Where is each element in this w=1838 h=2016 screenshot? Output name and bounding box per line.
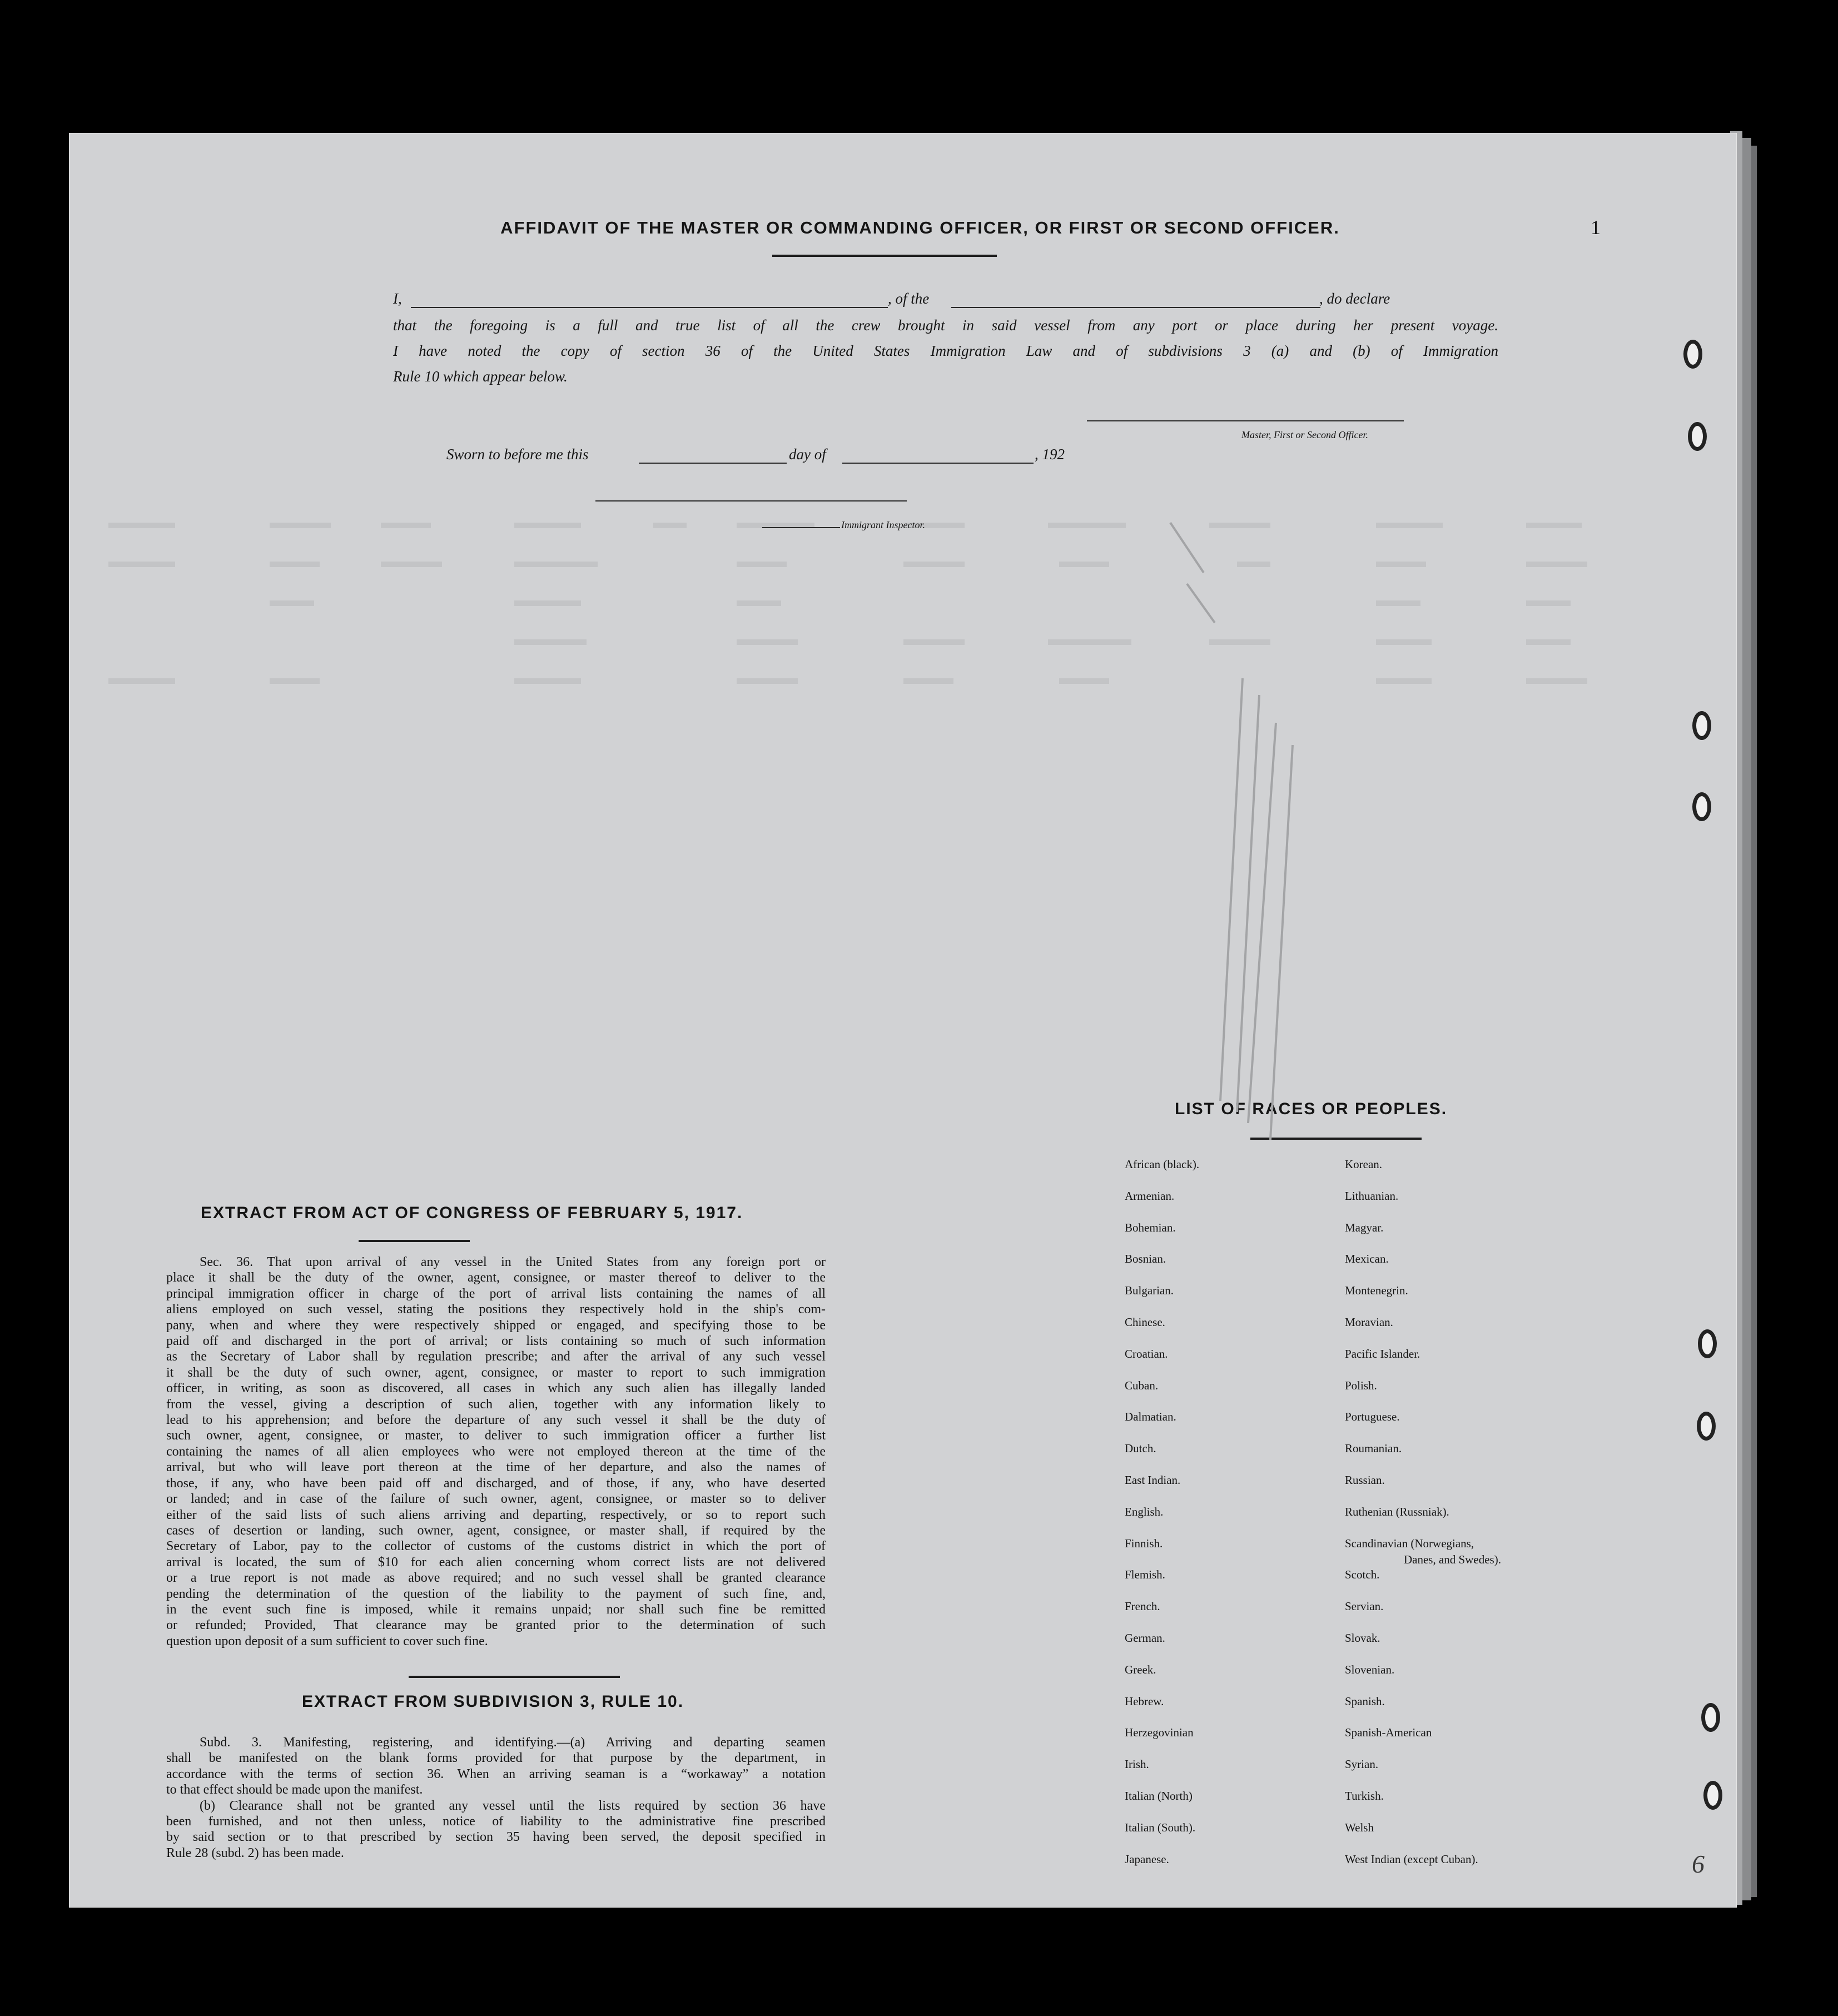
binder-hole-icon [1692, 711, 1711, 740]
paragraph-line: lead to his apprehension; and before the departure of any such vessel it shall be the duty of [166, 1413, 826, 1428]
paragraph-line: question upon deposit of a sum sufficient to cover such fine. [166, 1633, 488, 1648]
race-entry: Montenegrin. [1345, 1284, 1408, 1298]
race-entry: Roumanian. [1345, 1442, 1402, 1456]
race-entry: Lithuanian. [1345, 1189, 1399, 1203]
race-entry: Hebrew. [1125, 1694, 1164, 1708]
declaration-line [393, 290, 1498, 312]
declaration-text: Rule 10 which appear below. [393, 368, 568, 385]
paragraph-line: accordance with the terms of section 36. When an arriving seaman is a “workaway” a notation [166, 1766, 826, 1781]
race-entry: Bulgarian. [1125, 1284, 1174, 1298]
inspector-signature-line[interactable] [595, 500, 907, 501]
race-entry: Italian (South). [1125, 1820, 1196, 1834]
race-entry: Slovenian. [1345, 1662, 1395, 1676]
race-entry: Dutch. [1125, 1442, 1156, 1456]
binder-hole-icon [1701, 1703, 1720, 1732]
race-entry: African (black). [1125, 1158, 1200, 1171]
paragraph-line: containing the names of all alien employees who were not employed thereon at the time of the [166, 1444, 826, 1459]
title-underline [772, 255, 997, 257]
paragraph-line: or refunded; Provided, That clearance may be granted prior to the determination of such [166, 1618, 826, 1633]
paragraph-line: by said section or to that prescribed by section 35 having been served, the deposit specified in [166, 1830, 826, 1845]
corner-mark: 1 [1591, 216, 1601, 239]
paragraph-line: arrival is located, the sum of $10 for each alien concerning whom correct lists are not delivered [166, 1555, 826, 1570]
paragraph-line: either of the said lists of such aliens arriving and departing, respectively, or so to report such [166, 1507, 826, 1522]
paragraph-line: (b) Clearance shall not be granted any vessel until the lists required by section 36 have [200, 1798, 826, 1813]
binder-hole-icon [1703, 1781, 1722, 1810]
document-page [69, 133, 1737, 1908]
paragraph-line: officer, in writing, as soon as discovered, all cases in which any such alien has illegally landed [166, 1381, 826, 1396]
affidavit-title: AFFIDAVIT OF THE MASTER OR COMMANDING OFFICER, OR FIRST OR SECOND OFFICER. [500, 218, 1340, 237]
page-number: 6 [1692, 1850, 1705, 1878]
race-entry: Bohemian. [1125, 1220, 1176, 1234]
race-entry: Servian. [1345, 1600, 1384, 1613]
race-entry: Portuguese. [1345, 1410, 1400, 1424]
sworn-month-field[interactable] [842, 463, 1034, 464]
paragraph-line: or landed; and in case of the failure of such owner, agent, consignee, or master so to deliver [166, 1492, 826, 1507]
binder-hole-icon [1697, 1412, 1716, 1441]
race-entry: Mexican. [1345, 1252, 1389, 1266]
sworn-day: day of [789, 446, 826, 463]
declaration-i: I, [393, 290, 402, 307]
race-entry: Irish. [1125, 1757, 1149, 1771]
binder-hole-icon [1692, 792, 1711, 821]
paragraph-line: in the event such fine is imposed, while it remains unpaid; nor shall such fine be remitted [166, 1602, 826, 1617]
sworn-year: , 192 [1035, 446, 1065, 463]
paragraph-line: arrival, but who will leave port thereon at the time of her departure, and also the names of [166, 1460, 826, 1475]
paragraph-line: cases of desertion or landing, such owner, agent, consignee, or master shall, if required by the [166, 1523, 826, 1538]
race-entry: Danes, and Swedes). [1404, 1553, 1501, 1566]
inspector-dash [762, 527, 840, 528]
binder-hole-icon [1698, 1329, 1717, 1358]
race-entry: English. [1125, 1504, 1164, 1518]
paragraph-line: aliens employed on such vessel, stating the positions they respectively hold in the ship's com- [166, 1302, 826, 1317]
race-entry: Cuban. [1125, 1378, 1159, 1392]
paragraph-line: as the Secretary of Labor shall by regulation prescribe; and after the arrival of any such vessel [166, 1349, 826, 1364]
name-field[interactable] [411, 307, 888, 308]
race-entry: French. [1125, 1600, 1160, 1613]
inspector-label: Immigrant Inspector. [841, 519, 925, 530]
race-entry: Croatian. [1125, 1347, 1168, 1360]
sworn-line [446, 446, 1147, 468]
declaration-of-the: , of the [888, 290, 930, 307]
race-entry: Herzegovinian [1125, 1726, 1194, 1740]
race-entry: Japanese. [1125, 1852, 1169, 1866]
race-entry: Dalmatian. [1125, 1410, 1176, 1424]
race-entry: East Indian. [1125, 1473, 1181, 1487]
paragraph-line: Rule 28 (subd. 2) has been made. [166, 1845, 344, 1860]
handwritten-marks [1137, 512, 1359, 1168]
paragraph-line: place it shall be the duty of the owner, agent, consignee, or master thereof to deliver to the [166, 1270, 826, 1285]
race-entry: Ruthenian (Russniak). [1345, 1504, 1449, 1518]
race-entry: Scandinavian (Norwegians, [1345, 1536, 1474, 1550]
paragraph-line: pany, when and where they were respectively shipped or engaged, and specifying those to be [166, 1318, 826, 1333]
race-entry: Magyar. [1345, 1220, 1384, 1234]
race-entry: Bosnian. [1125, 1252, 1166, 1266]
race-entry: Flemish. [1125, 1568, 1165, 1582]
rule-extract-rule [409, 1676, 620, 1678]
paragraph-line: those, if any, who have been paid off and discharged, and of those, if any, who have deserted [166, 1476, 826, 1491]
race-entry: Spanish. [1345, 1694, 1385, 1708]
master-label: Master, First or Second Officer. [1241, 429, 1368, 440]
race-entry: Turkish. [1345, 1789, 1384, 1803]
declaration-declare: , do declare [1319, 290, 1390, 307]
act-extract-underline [359, 1240, 470, 1242]
paragraph-line: been furnished, and not then unless, notice of liability to the administrative fine prescribed [166, 1814, 826, 1829]
race-entry: Italian (North) [1125, 1789, 1193, 1803]
paragraph-line: from the vessel, giving a description of such alien, together with any information likely to [166, 1397, 826, 1412]
binder-hole-icon [1688, 422, 1707, 451]
race-entry: West Indian (except Cuban). [1345, 1852, 1478, 1866]
race-entry: Korean. [1345, 1158, 1383, 1171]
vessel-field[interactable] [951, 307, 1320, 308]
race-entry: Russian. [1345, 1473, 1385, 1487]
race-entry: Spanish-American [1345, 1726, 1432, 1740]
race-entry: Polish. [1345, 1378, 1377, 1392]
master-signature-line[interactable] [1087, 420, 1404, 421]
paragraph-line: or a true report is not made as above required; and no such vessel shall be granted clearance [166, 1571, 826, 1586]
paragraph-line: principal immigration officer in charge of the port of arrival lists containing the names of all [166, 1286, 826, 1301]
races-title: LIST OF RACES OR PEOPLES. [1175, 1100, 1448, 1118]
sworn-day-field[interactable] [639, 463, 787, 464]
race-entry: Pacific Islander. [1345, 1347, 1420, 1360]
race-entry: Welsh [1345, 1820, 1374, 1834]
page-edge [1742, 138, 1751, 1900]
sworn-prefix: Sworn to before me this [446, 446, 589, 463]
race-entry: Greek. [1125, 1662, 1156, 1676]
binder-hole-icon [1683, 340, 1702, 369]
paragraph-line: to that effect should be made upon the manifest. [166, 1782, 423, 1797]
declaration-text: that the foregoing is a full and true list of all the crew brought in said vessel from any port or place during her present voyage. [393, 317, 1498, 334]
paragraph-line: paid off and discharged in the port of arrival; or lists containing so much of such information [166, 1334, 826, 1349]
race-entry: Chinese. [1125, 1315, 1165, 1329]
declaration-text: I have noted the copy of section 36 of the United States Immigration Law and of subdivisions 3 (a) and (b) of Immigration [393, 342, 1498, 359]
rule-extract-body [166, 1735, 826, 1861]
act-extract-title: EXTRACT FROM ACT OF CONGRESS OF FEBRUARY 5, 1917. [201, 1204, 743, 1222]
race-entry: German. [1125, 1631, 1165, 1645]
rule-extract-title: EXTRACT FROM SUBDIVISION 3, RULE 10. [302, 1692, 684, 1711]
paragraph-line: shall be manifested on the blank forms provided for that purpose by the department, in [166, 1751, 826, 1766]
paragraph-line: such owner, agent, consignee, or master, to deliver to such immigration officer a further list [166, 1428, 826, 1443]
paragraph-line: Subd. 3. Manifesting, registering, and identifying.—(a) Arriving and departing seamen [200, 1735, 826, 1750]
paragraph-line: it shall be the duty of such owner, agent, consignee, or master to report to such immigration [166, 1365, 826, 1380]
race-entry: Armenian. [1125, 1189, 1175, 1203]
race-entry: Finnish. [1125, 1536, 1163, 1550]
act-extract-body [166, 1254, 826, 1649]
race-entry: Scotch. [1345, 1568, 1380, 1582]
paragraph-line: Secretary of Labor, pay to the collector of customs of the customs district in which the port of [166, 1539, 826, 1554]
race-entry: Slovak. [1345, 1631, 1380, 1645]
paragraph-line: Sec. 36. That upon arrival of any vessel in the United States from any foreign port or [200, 1255, 826, 1269]
race-entry: Moravian. [1345, 1315, 1393, 1329]
race-entry: Syrian. [1345, 1757, 1379, 1771]
page-edge [1751, 146, 1757, 1897]
paragraph-line: pending the determination of the question of the liability to the payment of such fine, and, [166, 1586, 826, 1601]
